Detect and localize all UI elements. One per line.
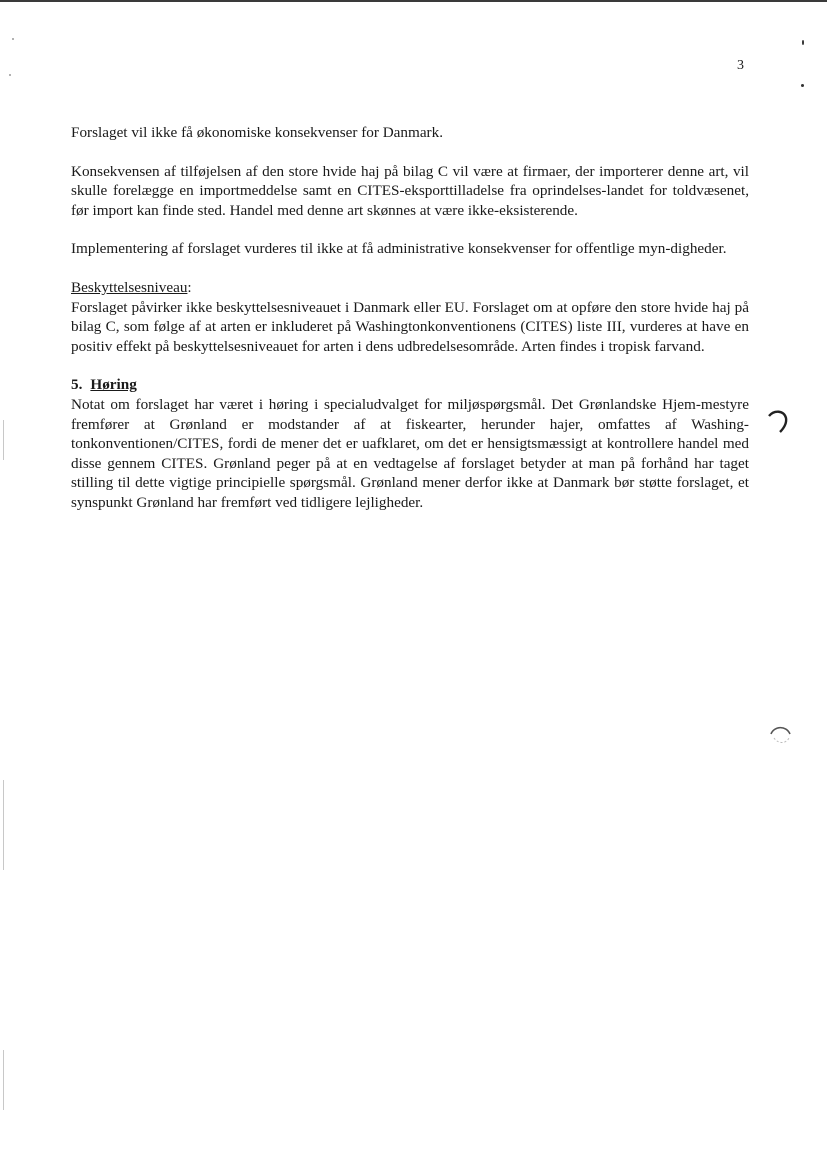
section-heading <box>71 375 749 395</box>
punch-hole-mark <box>766 408 790 434</box>
scan-speck <box>12 38 14 40</box>
protection-text: Forslaget påvirker ikke beskyttelsesniveauet i Danmark eller EU. Forslaget om at opføre den store hvide haj på bilag C, som følge af at arten er inkluderet på Washingtonkonventionens (CITES) liste III, vurderes at have en positiv effekt på beskyttelsesniveauet for arten i dens udbredelsesområde. Arten findes i tropisk farvand. <box>71 298 749 355</box>
scan-edge-mark <box>3 420 4 460</box>
scan-speck <box>9 74 11 76</box>
protection-heading-label: Beskyttelsesniveau <box>71 278 188 296</box>
section-hearing <box>71 375 749 512</box>
document-body <box>71 123 749 532</box>
paragraph-implementation: Implementering af forslaget vurderes til ikke at få administrative konsekvenser for offentlige myn-digheder. <box>71 240 727 258</box>
section-title: Høring <box>90 376 137 394</box>
protection-heading-colon: : <box>187 278 192 296</box>
paragraph-economic: Forslaget vil ikke få økonomiske konsekvenser for Danmark. <box>71 124 444 141</box>
section-text: Notat om forslaget har været i høring i specialudvalget for miljøspørgsmål. Det Grønlandske Hjem-mestyre fremfører at Grønland er modstander af at fiskearter, herunder hajer, omfattes af Washing-tonkonventionen/CITES, fordi de mener det er uafklaret, om det er hensigtsmæssigt at kontrollere handel med disse gennem CITES. Grønland peger på at en vedtagelse af forslaget betyder at man på forhånd har taget stilling til dette vigtige principielle spørgsmål. Grønland mener derfor ikke at Danmark bør støtte forslaget, et synspunkt Grønland har fremført ved tidligere lejligheder. <box>71 395 749 511</box>
punch-hole-mark <box>768 722 794 748</box>
scan-speck <box>801 84 804 87</box>
protection-heading <box>71 279 192 296</box>
page-number: 3 <box>737 58 744 73</box>
scan-edge-mark <box>3 780 4 870</box>
paragraph-consequence: Konsekvensen af tilføjelsen af den store hvide haj på bilag C vil være at firmaer, der importerer denne art, vil skulle forelægge en importmeddelse samt en CITES-eksporttilladelse fra oprindelses-landet for toldvæsenet, før import kan finde sted. Handel med denne art skønnes at være ikke-eksisterende. <box>71 162 749 219</box>
top-border-rule <box>0 0 827 2</box>
section-number: 5. <box>71 376 83 394</box>
scan-edge-mark <box>3 1050 4 1110</box>
protection-section <box>71 278 749 356</box>
scan-speck <box>802 40 804 45</box>
